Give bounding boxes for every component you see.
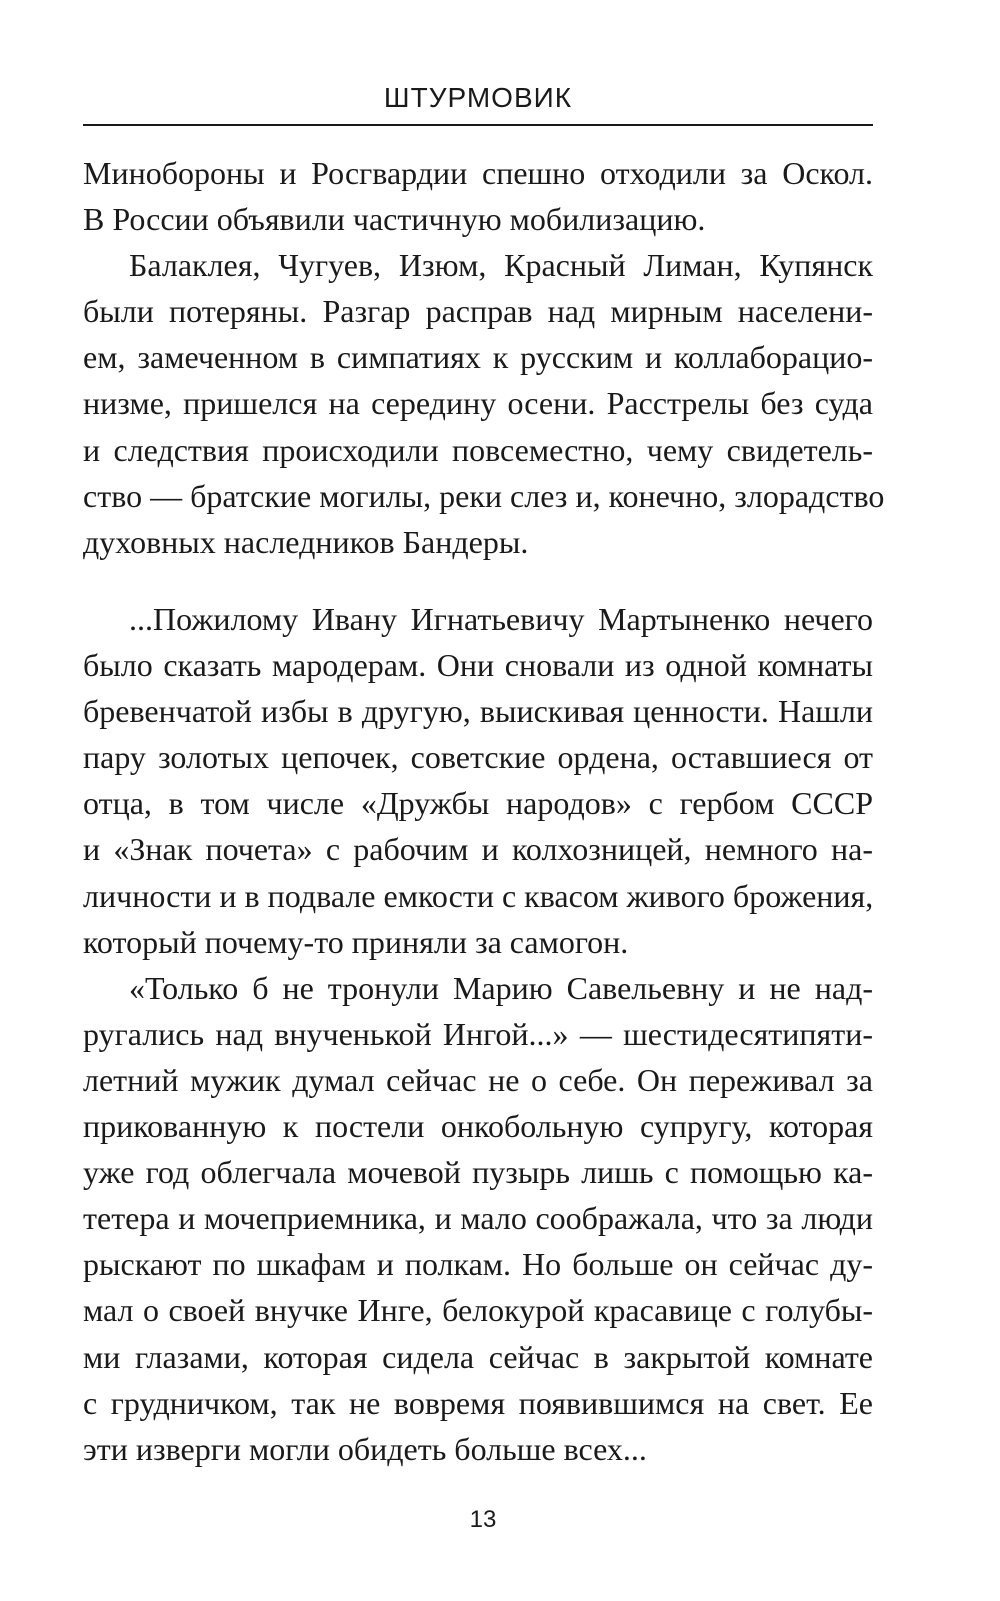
text-line: тетера и мочеприемника, и мало соображала, что за люди: [83, 1200, 873, 1237]
text-line: отца, в том числе «Дружбы народов» с гербом СССР: [83, 785, 873, 822]
text-line: были потеряны. Разгар расправ над мирным населени-: [83, 293, 873, 330]
text-line: духовных наследников Бандеры.: [83, 523, 529, 560]
text-line: личности и в подвале емкости с квасом живого брожения,: [83, 877, 874, 914]
text-line: и следствия происходили повсеместно, чему свидетель-: [83, 431, 873, 468]
text-line: низме, пришелся на середину осени. Расстрелы без суда: [83, 385, 873, 422]
text-line: «Только б не тронули Марию Савельевну и не над-: [129, 969, 873, 1006]
text-line: летний мужик думал сейчас не о себе. Он переживал за: [83, 1061, 873, 1098]
text-line: эти изверги могли обидеть больше всех...: [83, 1430, 647, 1467]
text-line: ем, замеченном в симпатиях к русским и коллаборацио-: [83, 339, 873, 376]
text-line: с грудничком, так не вовремя появившимся на свет. Ее: [83, 1384, 873, 1421]
text-line: ство — братские могилы, реки слез и, конечно, злорадство: [83, 477, 885, 514]
text-line: прикованную к постели онкобольную супругу, которая: [83, 1108, 873, 1145]
text-line: и «Знак почета» с рабочим и колхозницей, немного на-: [83, 831, 873, 868]
text-line: пару золотых цепочек, советские ордена, оставшиеся от: [83, 739, 873, 776]
text-line: который почему-то приняли за самогон.: [83, 923, 629, 960]
text-line: ругались над внученькой Ингой...» — шестидесятипяти-: [83, 1015, 873, 1052]
text-block-1: [83, 150, 885, 565]
text-line: бревенчатой избы в другую, выискивая ценности. Нашли: [83, 693, 873, 730]
text-line: мал о своей внучке Инге, белокурой красавице с голубы-: [83, 1292, 873, 1329]
text-line: уже год облегчала мочевой пузырь лишь с помощью ка-: [83, 1154, 873, 1191]
text-line: Балаклея, Чугуев, Изюм, Красный Лиман, Купянск: [129, 247, 873, 284]
text-line: ...Пожилому Ивану Игнатьевичу Мартыненко нечего: [129, 601, 873, 637]
running-head-title: ШТУРМОВИК: [383, 82, 573, 113]
header-rule: [83, 124, 873, 126]
text-line: Минобороны и Росгвардии спешно отходили за Оскол.: [83, 155, 873, 191]
text-line: рыскают по шкафам и полкам. Но больше он сейчас ду-: [83, 1246, 873, 1283]
text-line: было сказать мародерам. Они сновали из одной комнаты: [83, 647, 873, 684]
text-block-2: [83, 596, 873, 1472]
text-line: ми глазами, которая сидела сейчас в закрытой комнате: [83, 1338, 873, 1375]
text-line: В России объявили частичную мобилизацию.: [83, 201, 706, 238]
page-number: 13: [469, 1506, 497, 1533]
